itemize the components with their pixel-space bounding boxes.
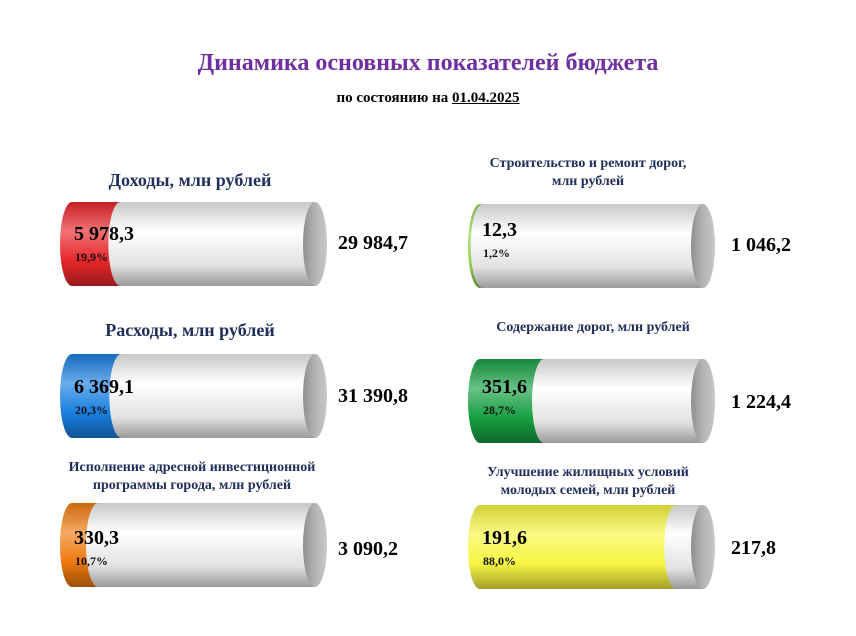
total-expenses: 31 390,8 bbox=[338, 385, 408, 407]
cylinder-road-maintenance bbox=[466, 356, 718, 446]
total-investment: 3 090,2 bbox=[338, 538, 398, 560]
total-road-maintenance: 1 224,4 bbox=[731, 391, 791, 413]
percent-road-construction: 1,2% bbox=[483, 246, 510, 260]
value-road-construction: 12,3 bbox=[482, 219, 517, 241]
value-expenses: 6 369,1 bbox=[74, 376, 134, 398]
panel-label-road-construction: Строительство и ремонт дорог, млн рублей bbox=[489, 156, 687, 189]
value-road-maintenance: 351,6 bbox=[482, 376, 527, 398]
percent-road-maintenance: 28,7% bbox=[483, 403, 516, 417]
cylinder-end-cap bbox=[691, 505, 715, 589]
value-investment: 330,3 bbox=[74, 527, 119, 549]
percent-income: 19,9% bbox=[75, 250, 108, 264]
panel-label-investment: Исполнение адресной инвестиционной программы города, млн рублей bbox=[68, 460, 316, 493]
panel-label-expenses: Расходы, млн рублей bbox=[105, 320, 275, 340]
subtitle-date: 01.04.2025 bbox=[452, 90, 520, 106]
cylinder-end-cap bbox=[303, 354, 327, 438]
cylinder-end-cap bbox=[691, 359, 715, 443]
percent-young-families: 88,0% bbox=[483, 554, 516, 568]
value-income: 5 978,3 bbox=[74, 223, 134, 245]
panel-label-road-maintenance: Содержание дорог, млн рублей bbox=[496, 320, 690, 335]
cylinder-end-cap bbox=[691, 204, 715, 288]
total-income: 29 984,7 bbox=[338, 232, 408, 254]
page-subtitle bbox=[0, 90, 856, 107]
percent-expenses: 20,3% bbox=[75, 403, 108, 417]
value-young-families: 191,6 bbox=[482, 527, 527, 549]
panel-label-young-families: Улучшение жилищных условий молодых семей, млн рублей bbox=[487, 465, 689, 498]
percent-investment: 10,7% bbox=[75, 554, 108, 568]
total-young-families: 217,8 bbox=[731, 537, 776, 559]
panel-label-income: Доходы, млн рублей bbox=[108, 170, 272, 190]
total-road-construction: 1 046,2 bbox=[731, 234, 791, 256]
page-title: Динамика основных показателей бюджета bbox=[197, 50, 659, 76]
cylinder-end-cap bbox=[303, 202, 327, 286]
cylinder-end-cap bbox=[303, 503, 327, 587]
subtitle-prefix: по состоянию на bbox=[336, 90, 449, 106]
